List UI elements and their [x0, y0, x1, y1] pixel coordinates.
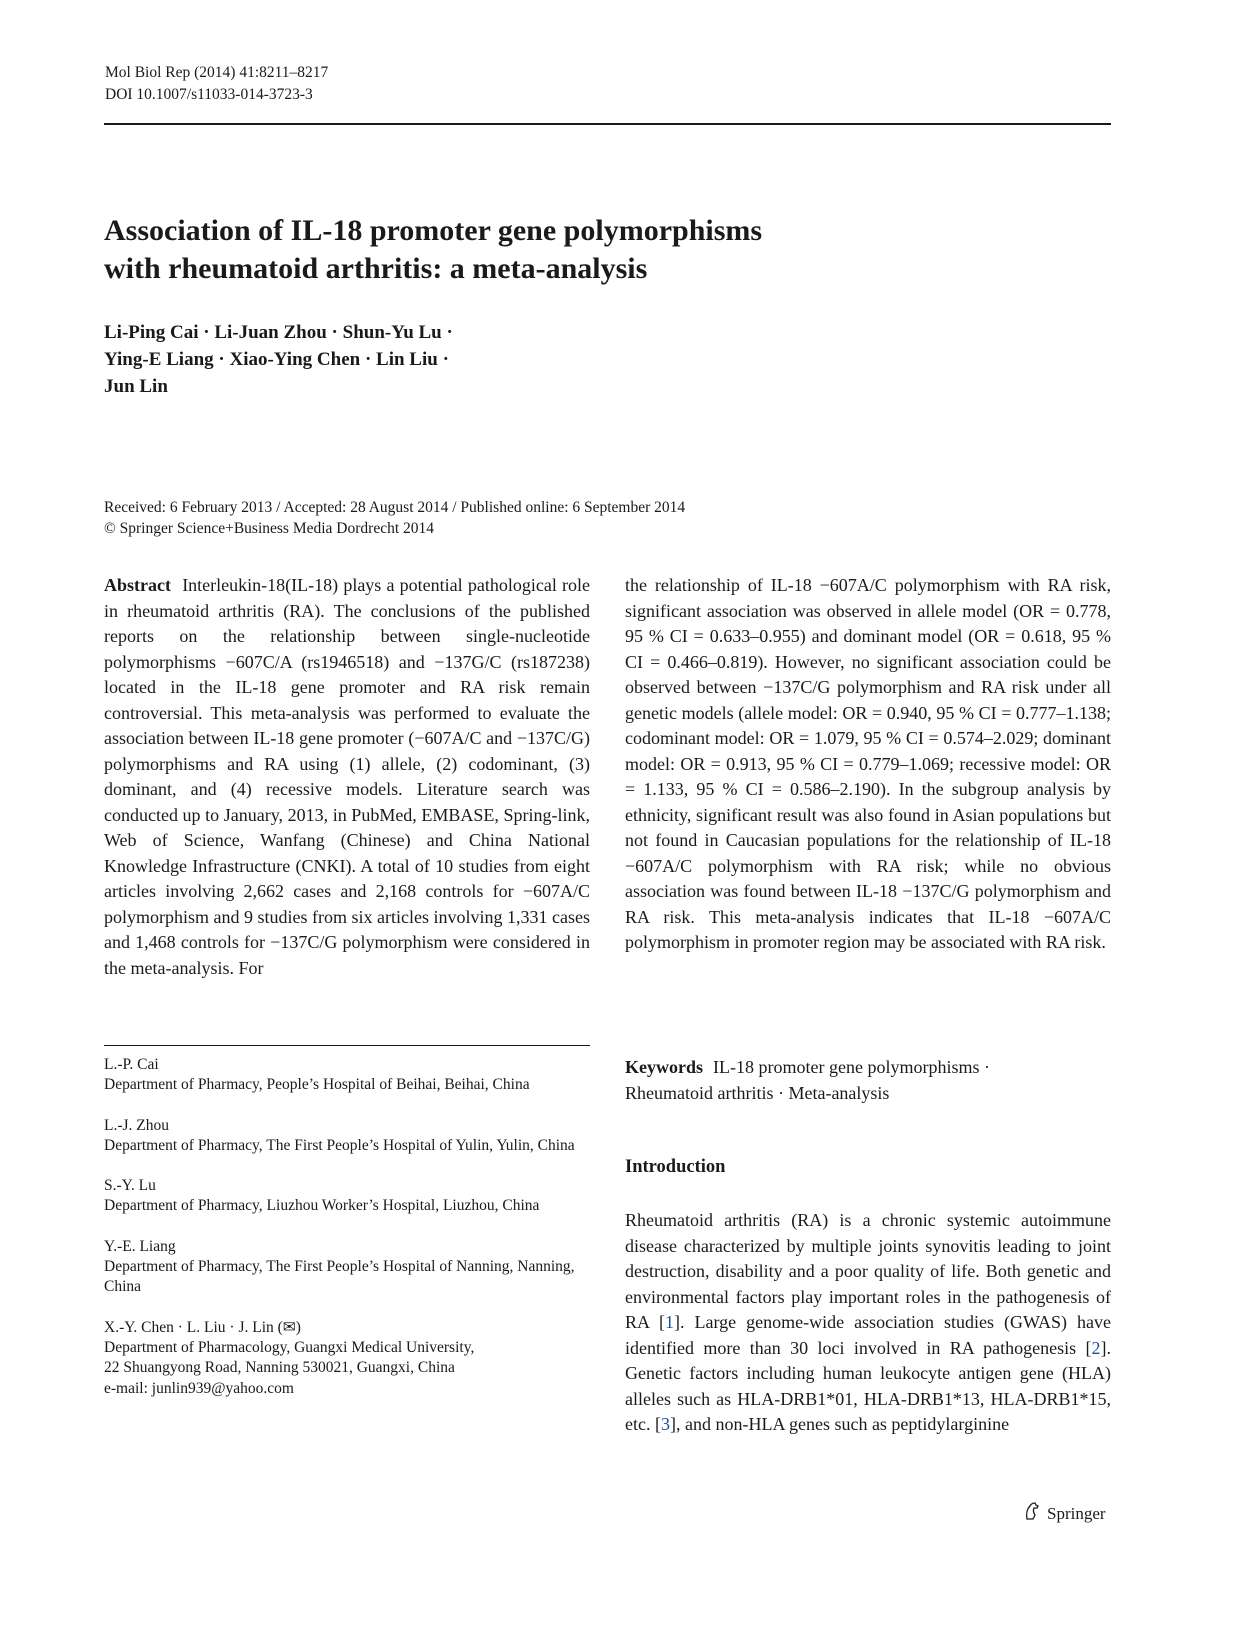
header-rule: [104, 123, 1111, 125]
abstract-text-left: Interleukin-18(IL-18) plays a potential pathological role in rheumatoid arthritis (RA). The conclusions of the published reports on the relationship between single-nucleotide polymorphisms −607C/A (rs1946518) and −137G/C (rs187238) located in the IL-18 gene promoter and RA risk remain controversial. This meta-analysis was performed to evaluate the association between IL-18 gene promoter (−607A/C and −137C/G) polymorphisms and RA using (1) allele, (2) codominant, (3) dominant, and (4) recessive models. Literature search was conducted up to January, 2013, in PubMed, EMBASE, Spring-link, Web of Science, Wanfang (Chinese) and China National Knowledge Infrastructure (CNKI). A total of 10 studies from eight articles involving 2,662 cases and 2,168 controls for −607A/C polymorphism and 9 studies from six articles involving 1,331 cases and 1,468 controls for −137C/G polymorphism were considered in the meta-analysis. For: [104, 575, 591, 978]
affiliation-author: Y.-E. Liang: [104, 1237, 176, 1255]
abstract-left-column: [104, 573, 590, 981]
keywords: [625, 1055, 1111, 1106]
affiliation-address: 22 Shuangyong Road, Nanning 530021, Guangxi, China: [104, 1359, 455, 1377]
intro-text-2: ]. Large genome-wide association studies (GWAS) have identified more than 30 loci involved in RA pathogenesis [: [625, 1312, 1111, 1358]
affiliation-author: L.-P. Cai: [104, 1056, 159, 1073]
journal-citation: Mol Biol Rep (2014) 41:8211–8217: [105, 64, 329, 81]
keywords-line-1: IL-18 promoter gene polymorphisms ·: [713, 1057, 990, 1077]
affiliation-email[interactable]: e-mail: junlin939@yahoo.com: [104, 1379, 294, 1397]
intro-text-4: ], and non-HLA genes such as peptidylarginine: [669, 1414, 1010, 1434]
authors-line-1: Li-Ping Cai · Li-Juan Zhou · Shun-Yu Lu ·: [104, 322, 453, 343]
keywords-label: Keywords: [625, 1057, 703, 1077]
affiliation: [104, 1237, 590, 1298]
affiliations: [104, 1055, 590, 1419]
publisher-footer: [1021, 1500, 1106, 1527]
authors-line-2: Ying-E Liang · Xiao-Ying Chen · Lin Liu ·: [104, 349, 449, 370]
title-line-1: Association of IL-18 promoter gene polymorphisms: [104, 214, 763, 247]
intro-text-1: Rheumatoid arthritis (RA) is a chronic systemic autoimmune disease characterized by multiple joints synovitis leading to joint destruction, disability and a poor quality of life. Both genetic and environmental factors play important roles in the pathogenesis of RA [: [625, 1210, 1111, 1332]
journal-header: [105, 62, 328, 106]
springer-horse-icon: [1021, 1500, 1043, 1527]
received-accepted-published: Received: 6 February 2013 / Accepted: 28 August 2014 / Published online: 6 September 2014: [104, 499, 686, 516]
affiliation-dept: Department of Pharmacy, The First People’s Hospital of Nanning, Nanning, China: [104, 1258, 575, 1296]
abstract-text-right: the relationship of IL-18 −607A/C polymorphism with RA risk, significant association was observed in allele model (OR = 0.778, 95 % CI = 0.633–0.955) and dominant model (OR = 0.618, 95 % CI = 0.466–0.819). However, no significant association could be observed between −137C/G polymorphism and RA risk under all genetic models (allele model: OR = 0.940, 95 % CI = 0.777–1.138; codominant model: OR = 1.079, 95 % CI = 0.574–2.029; dominant model: OR = 0.913, 95 % CI = 0.779–1.069; recessive model: OR = 1.133, 95 % CI = 0.586–2.190). In the subgroup analysis by ethnicity, significant result was also found in Asian populations but not found in Caucasian populations for the relationship of IL-18 −607A/C polymorphism with RA risk; while no obvious association was found between IL-18 −137C/G polymorphism and RA risk. This meta-analysis indicates that IL-18 −607A/C polymorphism in promoter region may be associated with RA risk.: [625, 575, 1111, 952]
publication-dates: [104, 497, 685, 539]
affiliation-rule: [104, 1045, 590, 1046]
publisher-name: Springer: [1047, 1503, 1106, 1523]
intro-text-3: ]. Genetic factors including human leukocyte antigen gene (HLA) alleles such as HLA-DRB1*01, HLA-DRB1*13, HLA-DRB1*15, etc. [: [625, 1337, 1111, 1434]
article-title: [104, 212, 1004, 288]
abstract-right-column: [625, 573, 1111, 956]
affiliation: [104, 1176, 590, 1217]
affiliation-author: L.-J. Zhou: [104, 1116, 170, 1134]
introduction-text: [625, 1208, 1111, 1438]
introduction-heading: Introduction: [625, 1157, 726, 1177]
affiliation: [104, 1116, 590, 1157]
citation-link-1[interactable]: 1: [665, 1312, 674, 1332]
keywords-line-2: Rheumatoid arthritis · Meta-analysis: [625, 1082, 890, 1103]
affiliation: [104, 1318, 590, 1399]
abstract-label: Abstract: [104, 575, 171, 595]
citation-link-2[interactable]: 2: [1091, 1337, 1101, 1358]
affiliation-dept: Department of Pharmacy, People’s Hospital of Beihai, Beihai, China: [104, 1076, 530, 1094]
affiliation: [104, 1055, 590, 1096]
citation-link-3[interactable]: 3: [660, 1414, 670, 1434]
affiliation-author: S.-Y. Lu: [104, 1177, 156, 1195]
copyright: © Springer Science+Business Media Dordrecht 2014: [104, 520, 435, 537]
title-line-2: with rheumatoid arthritis: a meta-analysis: [104, 252, 648, 285]
author-list: [104, 319, 804, 400]
authors-line-3: Jun Lin: [104, 376, 168, 397]
affiliation-dept: Department of Pharmacy, Liuzhou Worker’s Hospital, Liuzhou, China: [104, 1197, 540, 1215]
affiliation-dept: Department of Pharmacology, Guangxi Medical University,: [104, 1338, 475, 1356]
affiliation-dept: Department of Pharmacy, The First People’s Hospital of Yulin, Yulin, China: [104, 1136, 575, 1154]
doi: DOI 10.1007/s11033-014-3723-3: [105, 86, 313, 103]
affiliation-author: X.-Y. Chen · L. Liu · J. Lin (✉): [104, 1318, 301, 1336]
